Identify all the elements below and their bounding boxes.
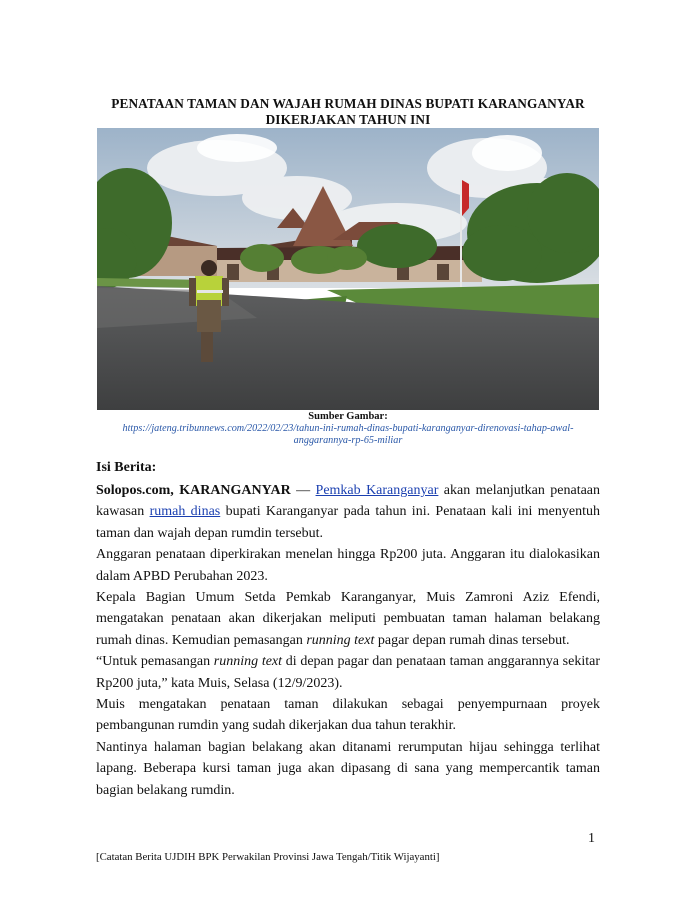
news-source: Solopos.com, KARANGANYAR <box>96 483 291 498</box>
italic-term: running text <box>306 632 375 648</box>
article-title: PENATAAN TAMAN DAN WAJAH RUMAH DINAS BUPATI KARANGANYAR DIKERJAKAN TAHUN INI <box>111 96 585 127</box>
image-caption-label: Sumber Gambar: <box>308 411 388 422</box>
paragraph-2: Anggaran penataan diperkirakan menelan hingga Rp200 juta. Anggaran itu dialokasikan dalam APBD Perubahan 2023. <box>96 547 600 584</box>
paragraph-text: bupati Karanganyar pada tahun ini. Penataan kali ini menyentuh taman dan wajah depan rumdin tersebut. <box>96 504 600 541</box>
page-number: 1 <box>588 831 595 846</box>
paragraph-3 <box>96 587 600 651</box>
paragraph-1 <box>96 480 600 544</box>
paragraph-text: di depan pagar dan penataan taman anggarannya sekitar Rp200 juta,” kata Muis, Selasa (12/9/2023). <box>96 654 600 691</box>
paragraph-text: “Untuk pemasangan <box>96 654 214 670</box>
paragraph-5: Muis mengatakan penataan taman dilakukan sebagai penyempurnaan proyek pembangunan rumdin yang sudah dikerjakan dua tahun terakhir. <box>96 697 600 734</box>
dash: — <box>290 483 316 498</box>
article-photo <box>97 128 599 410</box>
paragraph-text: akan melanjutkan penataan kawasan <box>96 483 601 520</box>
link-rumah-dinas[interactable]: rumah dinas <box>149 504 221 520</box>
paragraph-4 <box>96 651 600 694</box>
paragraph-6: Nantinya halaman bagian belakang akan ditanami rerumputan hijau sehingga terlihat lapang. Beberapa kursi taman juga akan dipasang di sana yang mempercantik taman bagian belakang rumdin. <box>96 739 600 798</box>
article-body <box>96 480 600 801</box>
link-pemkab-karanganyar[interactable]: Pemkab Karanganyar <box>315 483 439 498</box>
image-source-link[interactable]: https://jateng.tribunnews.com/2022/02/23/tahun-ini-rumah-dinas-bupati-karanganyar-direnovasi-tahap-awal-anggarannya-rp-65-miliar <box>122 423 574 446</box>
footer-note: [Catatan Berita UJDIH BPK Perwakilan Provinsi Jawa Tengah/Titik Wijayanti] <box>96 851 440 863</box>
section-heading: Isi Berita: <box>96 460 157 475</box>
paragraph-text: Kepala Bagian Umum Setda Pemkab Karanganyar, Muis Zamroni Aziz Efendi, mengatakan penataan akan dikerjakan meliputi pembuatan taman halaman belakang rumah dinas. Kemudian pemasangan <box>96 590 600 648</box>
flag-pole <box>460 180 462 292</box>
italic-term: running text <box>213 654 283 670</box>
paragraph-text: pagar depan rumah dinas tersebut. <box>374 632 570 648</box>
